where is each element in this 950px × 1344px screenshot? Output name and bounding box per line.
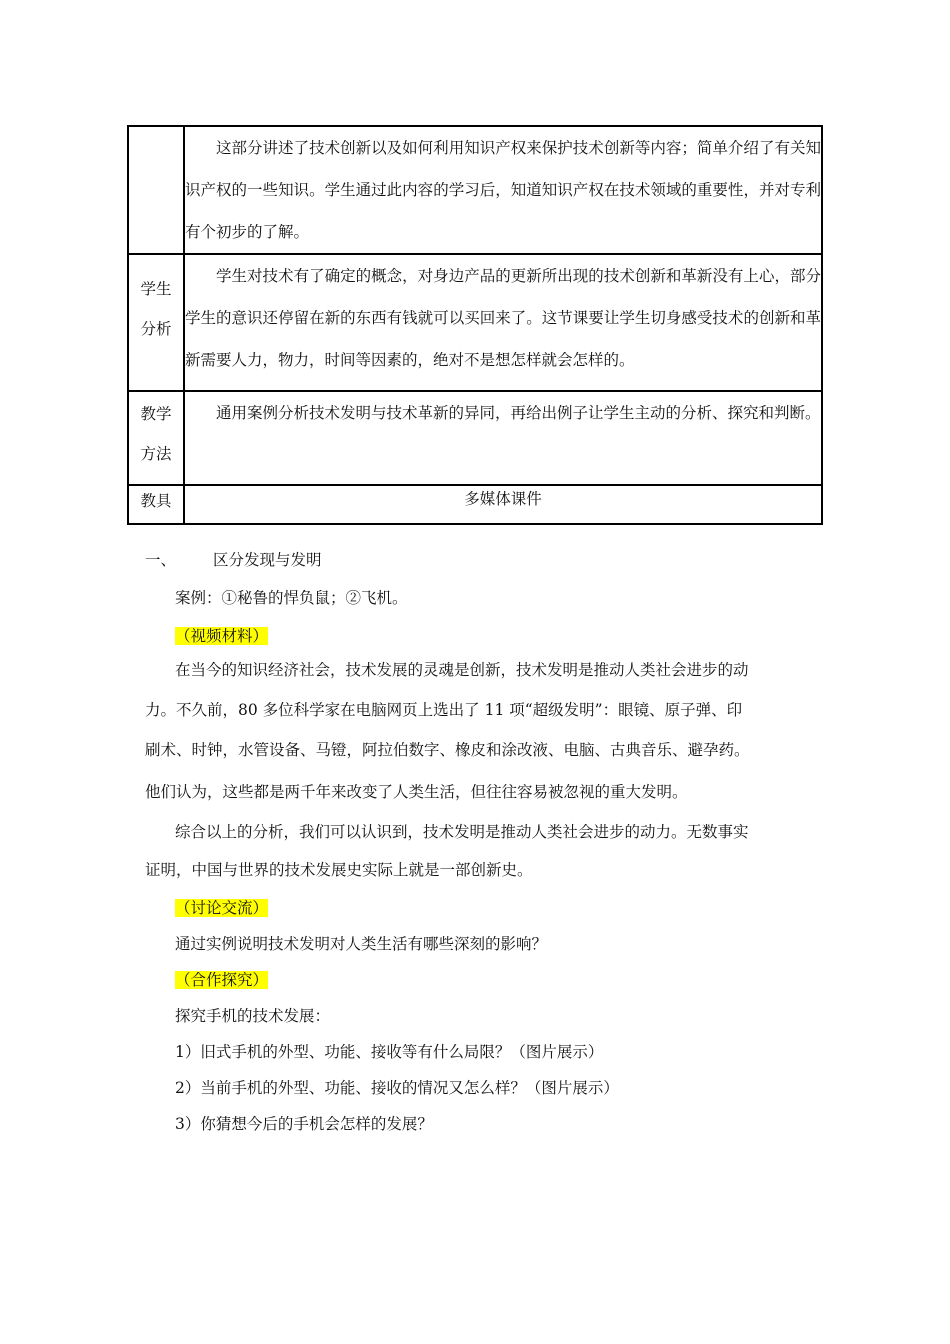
label-line: 分析 [140,320,172,338]
section-title: 区分发现与发明 [213,551,322,569]
list-item: 1）旧式手机的外型、功能、接收等有什么局限？（图片展示） [175,1043,604,1061]
row-label [128,254,184,391]
table-row [128,126,822,254]
video-material-tag: （视频材料） [175,627,269,645]
paragraph-line: 证明，中国与世界的技术发展史实际上就是一部创新史。 [145,861,533,879]
row-content [184,126,822,254]
discussion-question: 通过实例说明技术发明对人类生活有哪些深刻的影响？ [175,935,548,953]
student-analysis-text: 学生对技术有了确定的概念，对身边产品的更新所出现的技术创新和革新没有上心，部分学生的意识还停留在新的东西有钱就可以买回来了。这节课要让学生切身感受技术的创新和革新需要人力，物力，时间等因素的，绝对不是想怎样就会怎样的。 [185,267,821,369]
explore-title: 探究手机的技术发展： [175,1007,331,1025]
table-row [128,254,822,391]
content-overview-text: 这部分讲述了技术创新以及如何利用知识产权来保护技术创新等内容；简单介绍了有关知识产权的一些知识。学生通过此内容的学习后，知道知识产权在技术领域的重要性，并对专利有个初步的了解。 [185,139,821,241]
cooperation-tag: （合作探究） [175,971,269,989]
paragraph-line: 综合以上的分析，我们可以认识到，技术发明是推动人类社会进步的动力。无数事实 [175,823,749,841]
label-line: 教学 [140,405,172,423]
tag-line [175,968,268,990]
row-content [184,391,822,485]
paragraph-line: 在当今的知识经济社会，技术发展的灵魂是创新，技术发明是推动人类社会进步的动 [175,661,749,679]
list-item: 2）当前手机的外型、功能、接收的情况又怎么样？（图片展示） [175,1079,619,1097]
paragraph-line: 刷术、时钟，水管设备、马镫，阿拉伯数字、橡皮和涂改液、电脑、古典音乐、避孕药。 [145,741,750,759]
paragraph-line: 他们认为，这些都是两千年来改变了人类生活，但往往容易被忽视的重大发明。 [145,783,688,801]
case-line: 案例：①秘鲁的悍负鼠；②飞机。 [175,589,408,607]
row-content [184,254,822,391]
row-label: 教具 [128,485,184,524]
table-row [128,391,822,485]
label-line: 方法 [140,445,172,463]
tag-line [175,896,268,918]
teaching-method-text: 通用案例分析技术发明与技术革新的异同，再给出例子让学生主动的分析、探究和判断。 [216,404,821,422]
lesson-body [145,548,825,1148]
list-item: 3）你猜想今后的手机会怎样的发展？ [175,1115,433,1133]
tag-line [175,624,268,646]
row-label [128,126,184,254]
label-line: 学生 [140,280,172,298]
teaching-aids-text: 多媒体课件 [184,485,822,524]
row-label [128,391,184,485]
table-row [128,485,822,524]
discussion-tag: （讨论交流） [175,899,269,917]
paragraph-line: 力。不久前，80 多位科学家在电脑网页上选出了 11 项“超级发明”：眼镜、原子弹、印 [145,701,743,719]
lesson-plan-table [127,125,823,525]
section-number: 一、 [145,551,177,569]
